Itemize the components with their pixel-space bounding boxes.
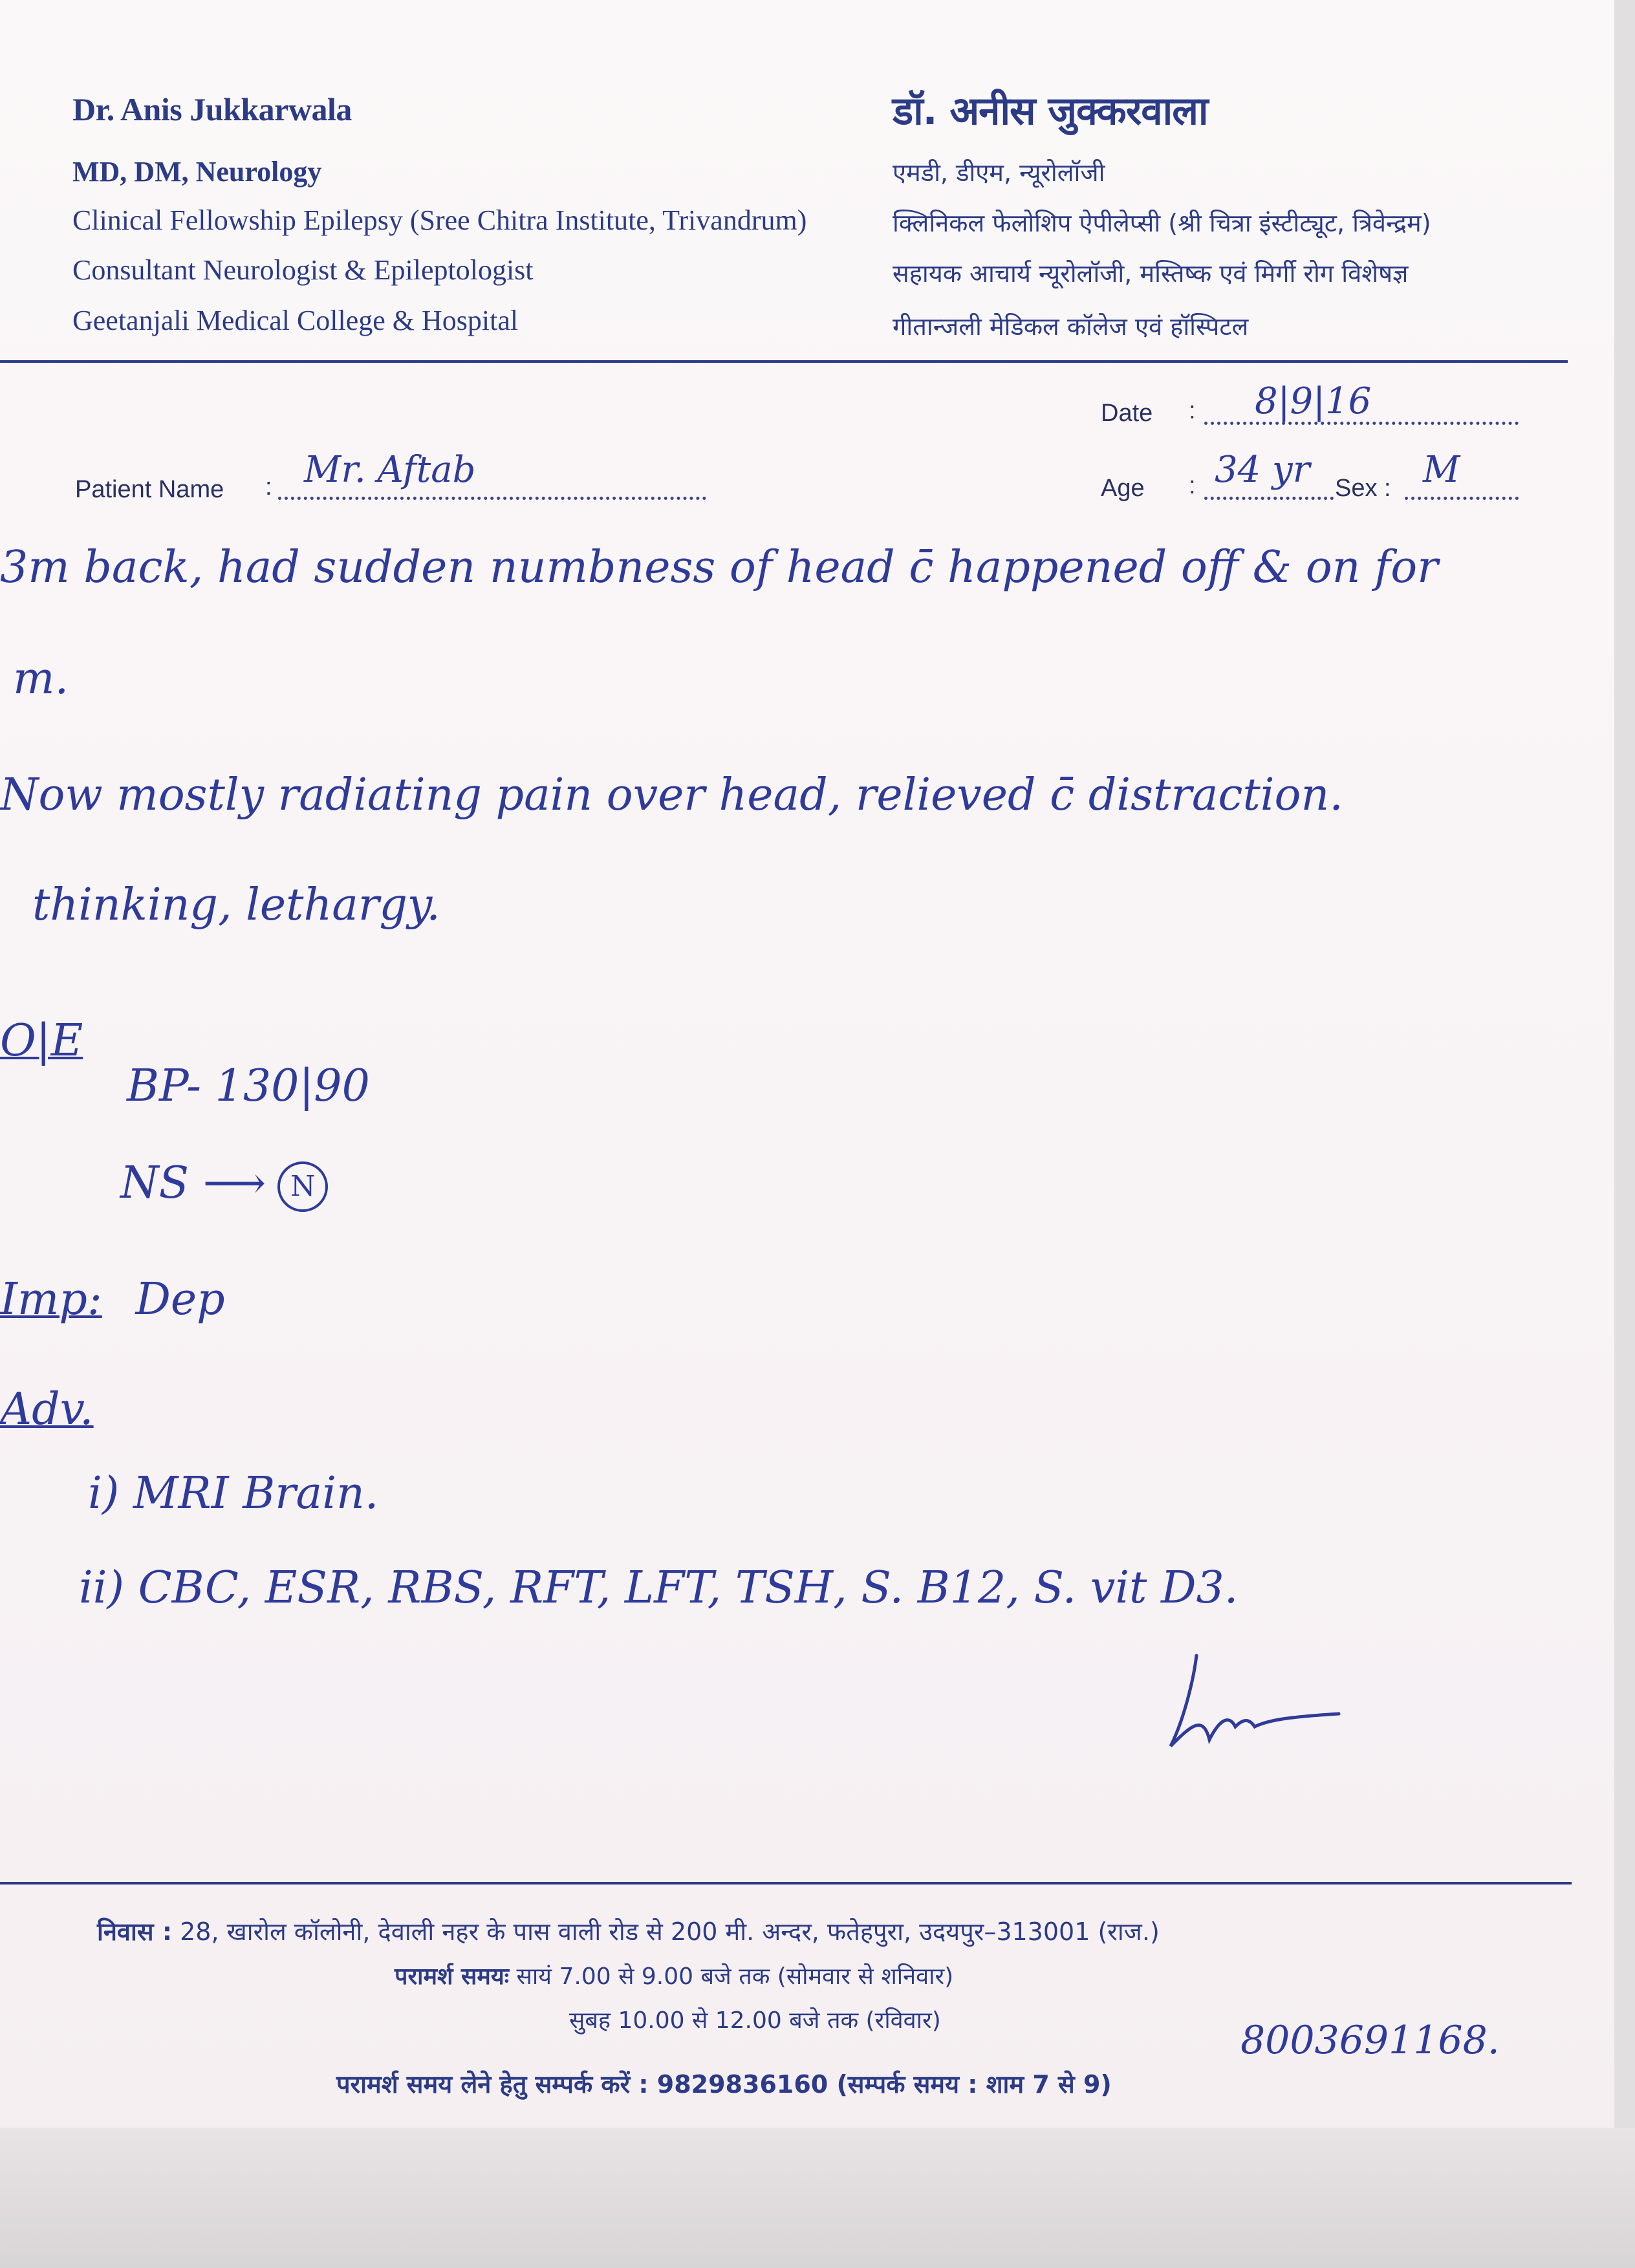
footer-timing-evening: सायं 7.00 से 9.00 बजे तक (सोमवार से शनिवार): [516, 1963, 954, 1990]
history-line-4: thinking, lethargy.: [32, 880, 440, 931]
doctor-degrees-hi: एमडी, डीएम, न्यूरोलॉजी: [893, 158, 1105, 187]
footer-contact-phone: 9829836160: [656, 2070, 828, 2099]
impression-label: Imp:: [0, 1274, 102, 1325]
sex-label: Sex :: [1335, 475, 1391, 502]
advice-label: Adv.: [0, 1384, 94, 1435]
history-line-2: m.: [13, 653, 69, 704]
patient-name-separator: :: [265, 473, 272, 501]
history-line-1: 3m back, had sudden numbness of head c̄ happened off & on for: [0, 542, 1438, 593]
footer-timing-label: परामर्श समयः: [395, 1963, 510, 1990]
doctor-institution-en: Geetanjali Medical College & Hospital: [72, 305, 519, 336]
doctor-degrees-en: MD, DM, Neurology: [72, 156, 322, 188]
doctor-position-en: Consultant Neurologist & Epileptologist: [72, 254, 534, 286]
scan-bottom-strip: [0, 2128, 1635, 2268]
footer-contact-time: (सम्पर्क समय : शाम 7 से 9): [836, 2070, 1112, 2099]
exam-label: O|E: [0, 1015, 83, 1066]
handwritten-phone: 8003691168.: [1240, 2018, 1500, 2063]
footer-address-label: निवास :: [97, 1917, 173, 1946]
sex-dotted-line: [1405, 497, 1519, 500]
sex-value: M: [1423, 449, 1460, 491]
footer-timing-morning: सुबह 10.00 से 12.00 बजे तक (रविवार): [569, 2007, 941, 2034]
footer-address: [97, 1914, 1160, 1948]
patient-name-dotted-line: [278, 497, 706, 500]
impression: [0, 1274, 225, 1325]
footer-address-text: 28, खारोल कॉलोनी, देवाली नहर के पास वाली रोड से 200 मी. अन्दर, फतेहपुरा, उदयपुर–313001 (राज.): [180, 1917, 1160, 1946]
patient-name-value: Mr. Aftab: [304, 449, 476, 491]
doctor-name-hi: डॉ. अनीस जुक्करवाला: [893, 89, 1208, 134]
age-separator: :: [1189, 472, 1196, 499]
exam-ns-normal-circle: N: [277, 1161, 328, 1212]
history-line-3: Now mostly radiating pain over head, relieved c̄ distraction.: [0, 770, 1343, 821]
date-label: Date: [1101, 400, 1153, 427]
footer-timing: [395, 1960, 953, 1991]
exam-ns: [120, 1158, 328, 1212]
doctor-fellowship-en: Clinical Fellowship Epilepsy (Sree Chitra Institute, Trivandrum): [72, 204, 807, 236]
age-label: Age: [1101, 475, 1145, 502]
exam-ns-label: NS ⟶: [120, 1158, 266, 1209]
date-separator: :: [1189, 397, 1196, 424]
advice-item-1: i) MRI Brain.: [88, 1468, 379, 1519]
age-value: 34 yr: [1215, 449, 1310, 491]
age-dotted-line: [1204, 497, 1334, 500]
doctor-position-hi: सहायक आचार्य न्यूरोलॉजी, मस्तिष्क एवं मिर्गी रोग विशेषज्ञ: [893, 259, 1409, 288]
scan-edge: [1614, 0, 1635, 2128]
footer-contact-label: परामर्श समय लेने हेतु सम्पर्क करें :: [336, 2070, 649, 2099]
header-divider: [0, 360, 1568, 363]
footer-divider: [0, 1882, 1572, 1885]
date-value: 8|9|16: [1255, 380, 1372, 422]
footer-contact: [336, 2067, 1112, 2101]
doctor-institution-hi: गीतान्जली मेडिकल कॉलेज एवं हॉस्पिटल: [893, 312, 1249, 341]
doctor-signature: [1158, 1643, 1352, 1772]
impression-value: Dep: [135, 1274, 225, 1325]
patient-name-label: Patient Name: [75, 476, 224, 503]
advice-item-2: ii) CBC, ESR, RBS, RFT, LFT, TSH, S. B12, S. vit D3.: [79, 1562, 1239, 1614]
exam-bp: BP- 130|90: [127, 1061, 370, 1112]
doctor-name-en: Dr. Anis Jukkarwala: [72, 91, 352, 127]
doctor-fellowship-hi: क्लिनिकल फेलोशिप ऐपीलेप्सी (श्री चित्रा इंस्टीट्यूट, त्रिवेन्द्रम): [893, 209, 1431, 237]
